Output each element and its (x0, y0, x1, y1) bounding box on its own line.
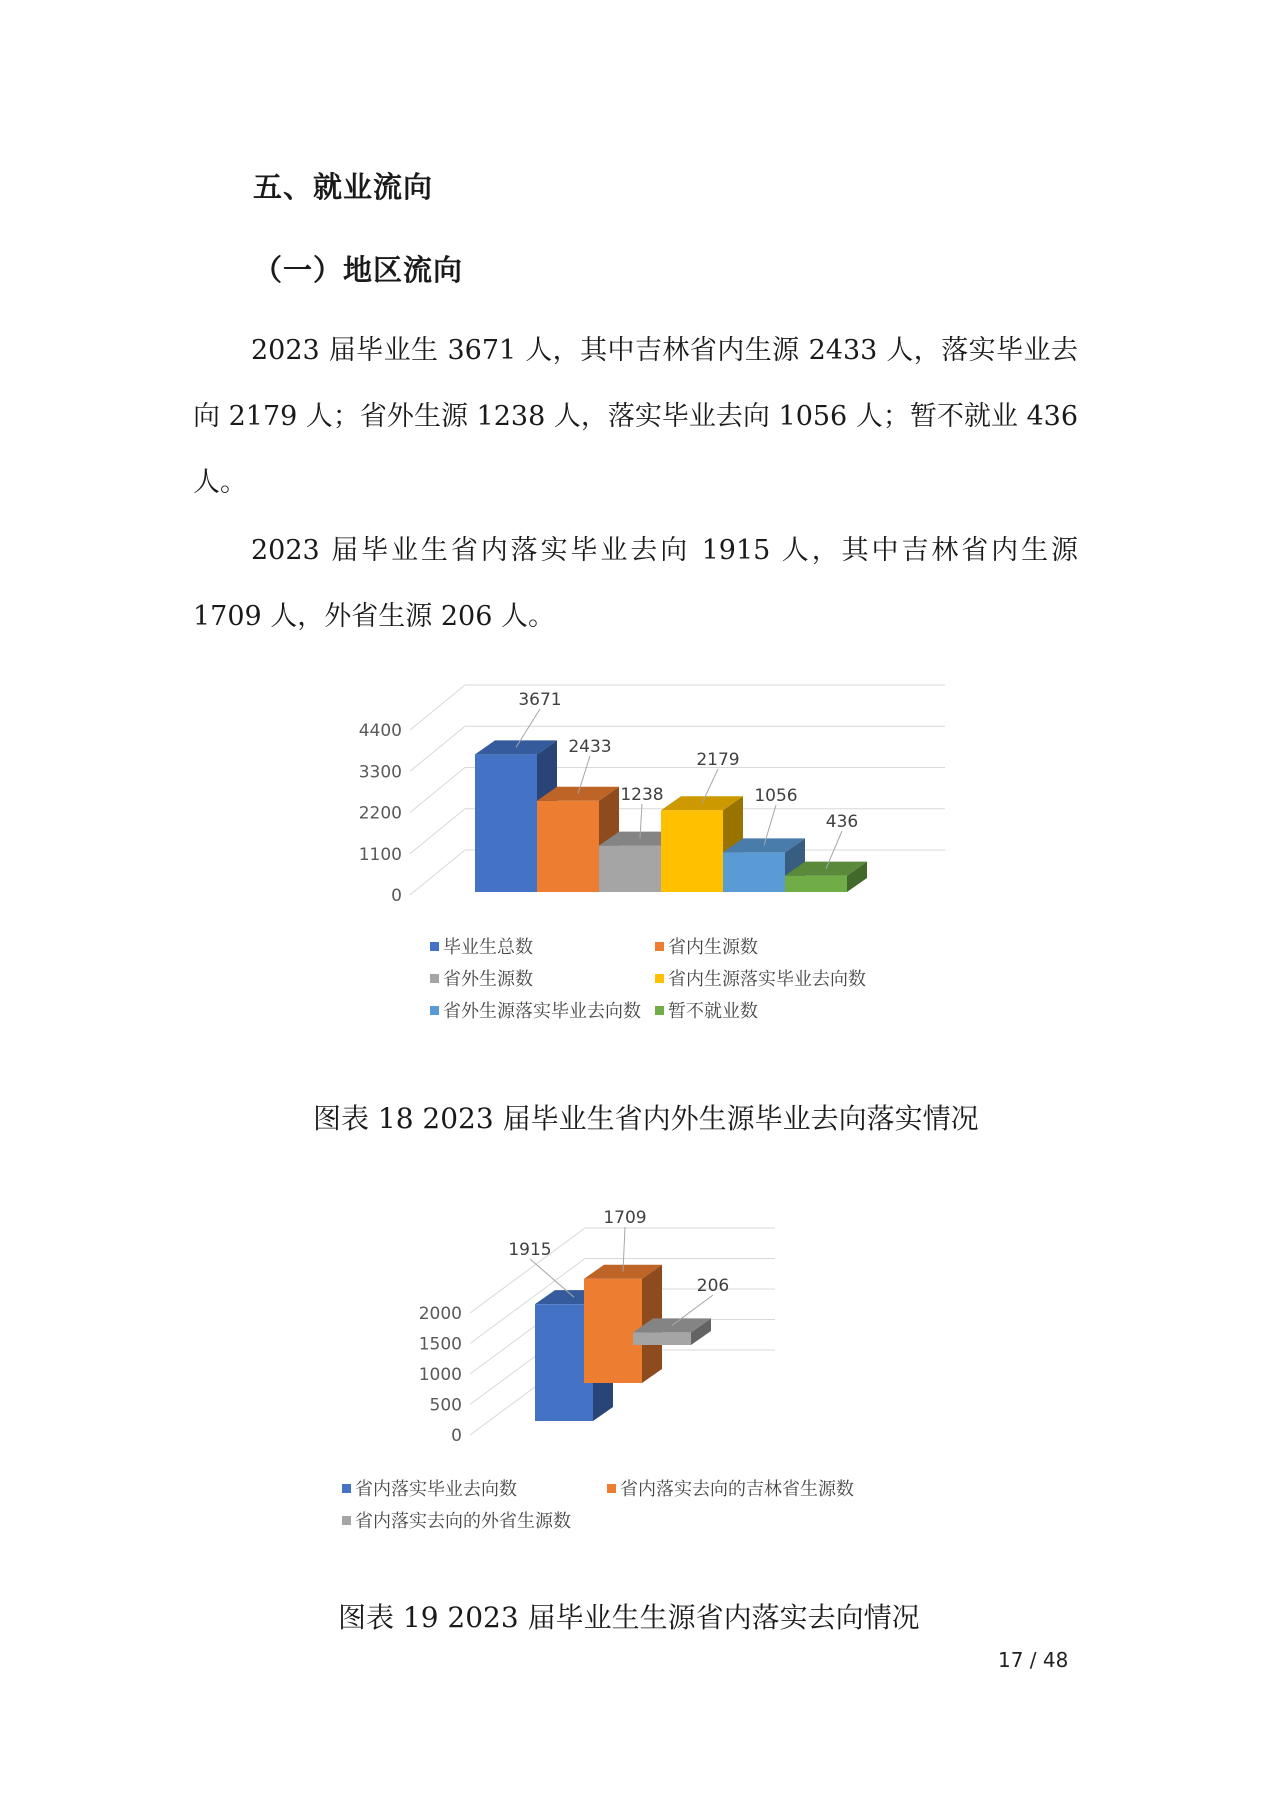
chart-18-ytick-label: 3300 (358, 762, 402, 783)
chart-19-legend-label: 省内落实毕业去向数 (355, 1479, 517, 1500)
chart-18-data-label: 3671 (518, 690, 562, 710)
chart-19-ytick-label: 2000 (418, 1304, 462, 1324)
chart-19-legend-swatch (342, 1516, 351, 1525)
chart-18-legend-label: 省外生源数 (443, 969, 533, 990)
chart-18-legend-label: 毕业生总数 (443, 937, 533, 958)
chart-19-bar-front (584, 1279, 642, 1383)
chart-18-legend-item (430, 933, 533, 959)
chart-18-legend-item (655, 965, 866, 991)
chart-18-gridline-diag (410, 850, 465, 895)
chart-19-legend-item (342, 1475, 517, 1501)
chart-18-data-label: 1238 (620, 785, 664, 805)
chart-18-ytick-label: 0 (391, 886, 402, 906)
section-heading: 五、就业流向 (253, 170, 434, 204)
chart-19-legend-swatch (342, 1484, 351, 1493)
chart-18-bar-front (599, 846, 661, 892)
chart-19-bar-front (633, 1332, 691, 1345)
chart-19-ytick-label: 1500 (418, 1334, 462, 1355)
chart-19-label-leader (530, 1259, 574, 1297)
chart-19-ytick-label: 500 (429, 1395, 462, 1416)
chart-18-legend-item (430, 965, 533, 991)
chart-19-data-label: 206 (696, 1276, 730, 1296)
chart-19-legend-item (607, 1475, 854, 1501)
paragraph-in-province-summary: 2023 届毕业生省内落实毕业去向 1915 人，其中吉林省内生源 1709 人，外省生源 206 人。 (193, 535, 1078, 632)
chart-19 (330, 1185, 950, 1535)
chart-18-ytick-label: 2200 (358, 803, 402, 824)
chart-19-ytick-label: 1000 (418, 1365, 462, 1385)
chart-18-data-label: 2433 (568, 737, 612, 757)
paragraph-graduate-summary: 2023 届毕业生 3671 人，其中吉林省内生源 2433 人，落实毕业去向 2179 人；省外生源 1238 人，落实毕业去向 1056 人；暂不就业 436 人。 (193, 335, 1078, 498)
chart-18-legend-label: 省内生源数 (668, 937, 758, 958)
chart-19-data-label: 1915 (508, 1240, 552, 1260)
chart-19-plot (330, 1185, 950, 1455)
chart-18-legend-swatch (430, 974, 439, 983)
subsection-heading: （一）地区流向 (253, 253, 464, 287)
chart-18-bar-front (785, 876, 847, 892)
chart-18-gridline-diag (410, 726, 465, 771)
chart-18-bar-front (661, 810, 723, 892)
chart-18-bar-front (537, 801, 599, 892)
chart-19-caption: 图表 19 2023 届毕业生生源省内落实去向情况 (338, 1601, 920, 1634)
chart-19-legend-item (342, 1507, 571, 1533)
chart-19-ytick-label: 0 (451, 1426, 462, 1446)
chart-18-legend-swatch (430, 942, 439, 951)
chart-18-plot (330, 670, 950, 910)
chart-18-data-label: 1056 (754, 786, 798, 806)
chart-19-legend-label: 省内落实去向的外省生源数 (355, 1511, 571, 1532)
chart-18-legend-item (655, 997, 758, 1023)
chart-18-data-label: 2179 (696, 750, 740, 770)
chart-18-legend-item (430, 997, 641, 1023)
chart-18-legend-label: 暂不就业数 (668, 1001, 758, 1022)
chart-18-legend-swatch (430, 1006, 439, 1015)
chart-18-data-label: 436 (825, 812, 859, 832)
chart-18-caption: 图表 18 2023 届毕业生省内外生源毕业去向落实情况 (313, 1102, 979, 1135)
chart-18-gridline-diag (410, 768, 465, 813)
chart-19-legend-swatch (607, 1484, 616, 1493)
chart-18-gridline-diag (410, 685, 465, 730)
chart-18-legend-swatch (655, 1006, 664, 1015)
chart-18 (330, 670, 950, 1030)
chart-19-data-label: 1709 (603, 1208, 647, 1228)
chart-18-gridline-diag (410, 809, 465, 854)
chart-18-legend (430, 933, 950, 1023)
chart-18-bar-front (475, 754, 537, 892)
page-number: 17 / 48 (998, 1648, 1069, 1672)
chart-18-legend-swatch (655, 942, 664, 951)
chart-19-legend-label: 省内落实去向的吉林省生源数 (620, 1479, 854, 1500)
chart-18-bar-front (723, 852, 785, 892)
chart-18-legend-label: 省内生源落实毕业去向数 (668, 969, 866, 990)
chart-18-ytick-label: 1100 (358, 844, 402, 865)
chart-18-legend-label: 省外生源落实毕业去向数 (443, 1001, 641, 1022)
chart-18-legend-item (655, 933, 758, 959)
chart-18-ytick-label: 4400 (358, 721, 402, 741)
chart-19-legend (342, 1475, 902, 1535)
chart-18-legend-swatch (655, 974, 664, 983)
